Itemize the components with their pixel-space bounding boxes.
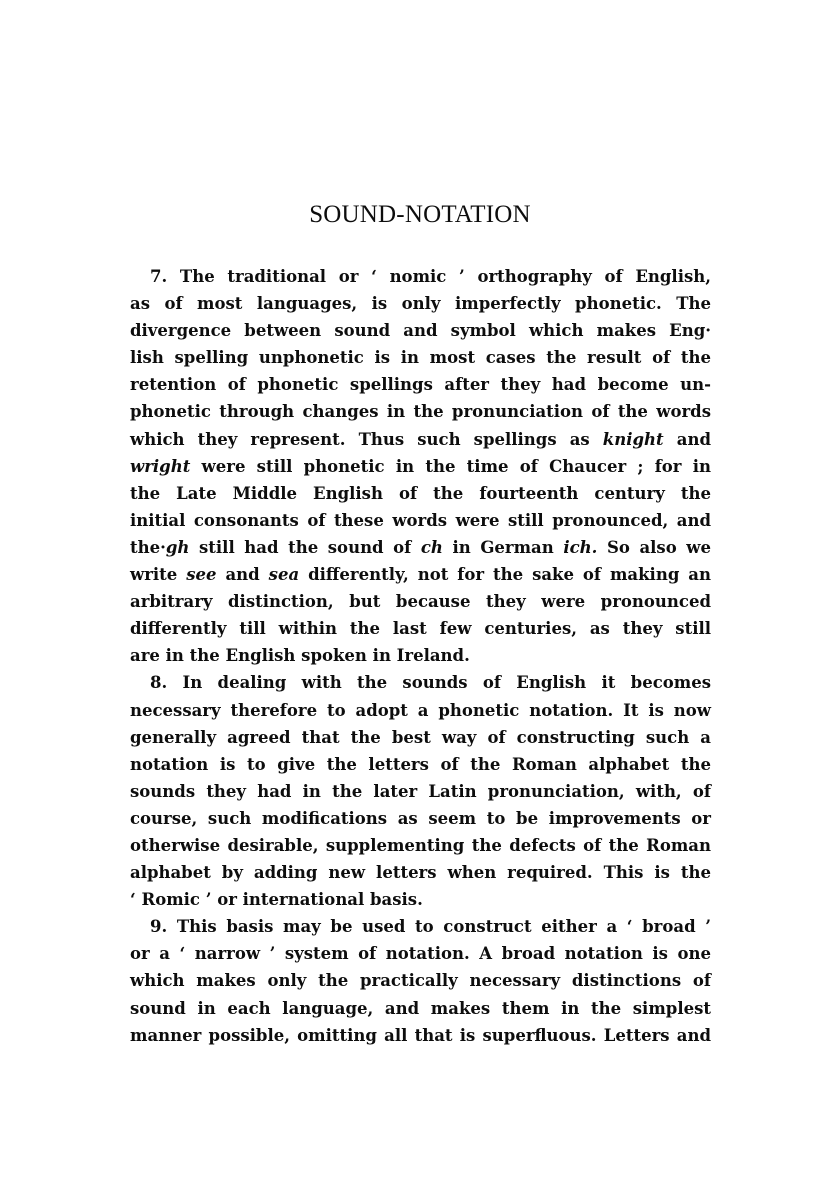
text-segment: and	[663, 429, 711, 449]
text-segment: still had the sound of	[189, 537, 421, 557]
text-segment: as of most languages, is only imperfectly phonetic. The	[130, 294, 711, 314]
text-line	[130, 453, 711, 480]
text-line	[130, 615, 711, 642]
text-line	[130, 561, 711, 588]
text-line	[130, 669, 711, 696]
text-segment: differently, not for the sake of making an	[299, 565, 711, 585]
text-segment: 9. This basis may be used to construct either a ‘ broad ’	[150, 917, 711, 937]
text-line	[130, 507, 711, 534]
text-line	[130, 778, 711, 805]
text-segment: phonetic through changes in the pronunciation of the words	[130, 402, 711, 422]
text-segment: or a ‘ narrow ’ system of notation. A broad notation is one	[130, 944, 711, 964]
text-segment: sound in each language, and makes them in the simplest	[130, 998, 711, 1018]
text-line	[130, 642, 711, 669]
text-segment: ‘ Romic ’ or international basis.	[130, 890, 423, 910]
text-line	[130, 805, 711, 832]
text-line	[130, 398, 711, 425]
italic-word: knight	[602, 429, 664, 449]
text-segment: the Late Middle English of the fourteenth century the	[130, 483, 711, 503]
text-segment: and	[216, 565, 269, 585]
text-line	[130, 588, 711, 615]
text-line	[130, 317, 711, 344]
italic-word: wright	[130, 456, 191, 476]
text-segment: were still phonetic in the time of Chaucer ; for in	[190, 456, 711, 476]
text-segment: manner possible, omitting all that is superfluous. Letters and	[130, 1025, 711, 1045]
text-segment: 8. In dealing with the sounds of English it becomes	[150, 673, 711, 693]
text-line	[130, 886, 711, 913]
text-line	[130, 724, 711, 751]
text-line	[130, 290, 711, 317]
italic-word: see	[186, 565, 217, 585]
text-line	[130, 1022, 711, 1049]
text-line	[130, 995, 711, 1022]
text-segment: which makes only the practically necessary distinctions of	[130, 971, 711, 991]
text-segment: divergence between sound and symbol which makes Eng·	[130, 321, 711, 341]
text-segment: So also we	[597, 537, 711, 557]
text-line	[130, 913, 711, 940]
text-line	[130, 967, 711, 994]
text-segment: 7. The traditional or ‘ nomic ’ orthography of English,	[150, 267, 711, 286]
text-line	[130, 534, 711, 561]
italic-word: ich.	[563, 537, 598, 557]
text-line	[130, 751, 711, 778]
text-line	[130, 371, 711, 398]
body-text	[130, 263, 711, 1049]
italic-word: ch	[420, 537, 443, 557]
text-segment: necessary therefore to adopt a phonetic notation. It is now	[130, 700, 711, 720]
text-line	[130, 480, 711, 507]
text-segment: notation is to give the letters of the Roman alphabet the	[130, 754, 711, 774]
text-segment: generally agreed that the best way of constructing such a	[130, 727, 711, 747]
italic-word: gh	[165, 537, 190, 557]
text-line	[130, 697, 711, 724]
text-segment: alphabet by adding new letters when required. This is the	[130, 863, 711, 883]
text-line	[130, 426, 711, 453]
text-segment: otherwise desirable, supplementing the defects of the Roman	[130, 835, 711, 855]
text-segment: write	[130, 565, 187, 585]
text-segment: are in the English spoken in Ireland.	[130, 646, 470, 666]
text-segment: arbitrary distinction, but because they were pronounced	[130, 592, 711, 612]
text-segment: which they represent. Thus such spellings as	[130, 429, 603, 449]
text-segment: course, such modifications as seem to be improvements or	[130, 808, 711, 828]
text-segment: the·	[130, 537, 166, 557]
text-segment: in German	[442, 537, 564, 557]
text-line	[130, 344, 711, 371]
text-segment: retention of phonetic spellings after they had become un-	[130, 375, 711, 395]
text-line	[130, 940, 711, 967]
text-segment: lish spelling unphonetic is in most cases the result of the	[130, 348, 711, 368]
italic-word: sea	[268, 565, 300, 585]
text-segment: differently till within the last few centuries, as they still	[130, 619, 711, 639]
chapter-heading: SOUND-NOTATION	[309, 201, 531, 228]
text-segment: sounds they had in the later Latin pronunciation, with, of	[130, 781, 711, 801]
text-line	[130, 832, 711, 859]
text-line	[130, 263, 711, 290]
text-line	[130, 859, 711, 886]
text-segment: initial consonants of these words were still pronounced, and	[130, 510, 711, 530]
